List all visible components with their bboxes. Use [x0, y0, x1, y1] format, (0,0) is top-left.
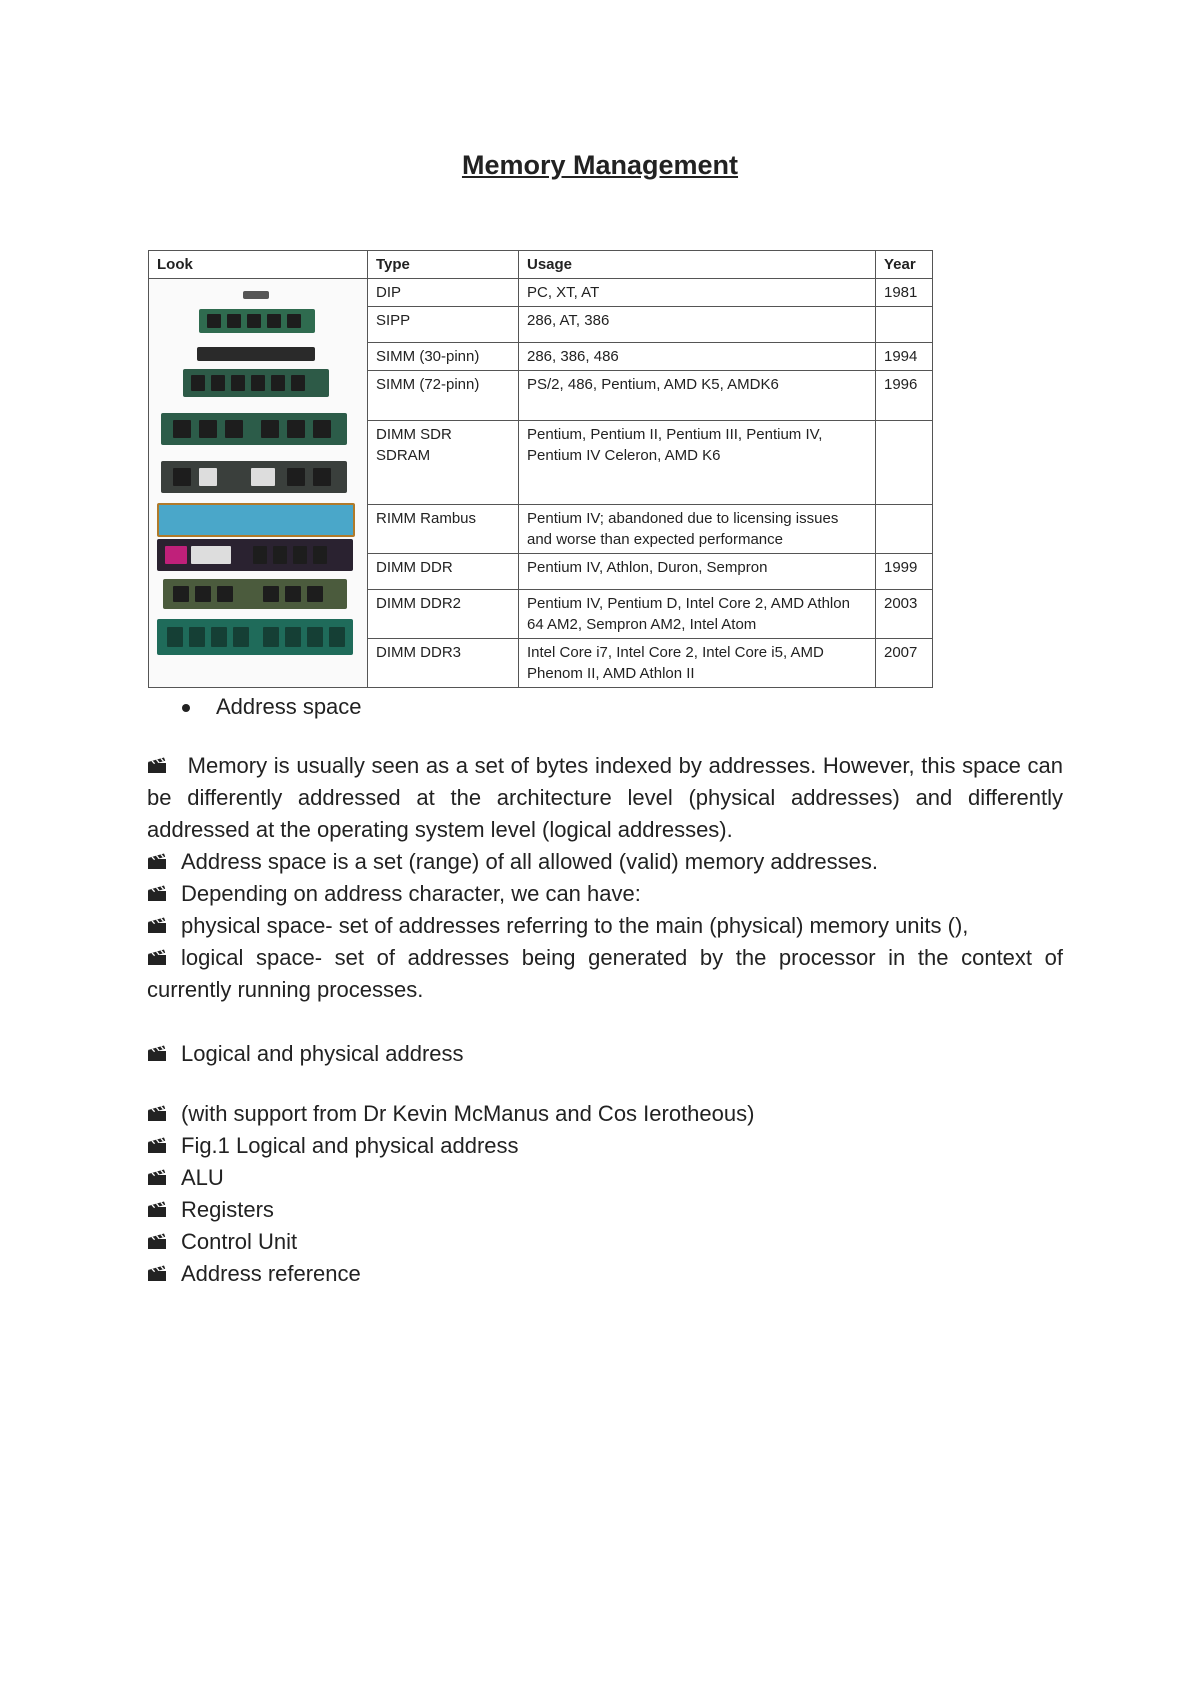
memory-modules-image [149, 279, 368, 688]
cell-year: 1981 [876, 279, 933, 307]
cell-year: 1999 [876, 554, 933, 590]
header-type: Type [368, 251, 519, 279]
paragraph: logical space- set of addresses being generated by the processor in the context of currently running processes. [147, 945, 1063, 1002]
page-title: Memory Management [461, 150, 739, 180]
cell-usage: Pentium, Pentium II, Pentium III, Pentium IV, Pentium IV Celeron, AMD K6 [519, 421, 876, 505]
cell-type: SIMM (72-pinn) [368, 371, 519, 421]
list-item: Control Unit [147, 1226, 1063, 1258]
cell-year: 2003 [876, 590, 933, 639]
section-heading: Logical and physical address [147, 1038, 1063, 1070]
table-row [149, 279, 933, 307]
dimm-sdr-module-image [161, 413, 347, 445]
clapperboard-icon [147, 852, 167, 870]
simm30-module-image [197, 347, 315, 361]
header-year: Year [876, 251, 933, 279]
dimm-ddr3-module-image [157, 619, 353, 655]
clapperboard-icon [147, 1168, 167, 1186]
cell-year: 1994 [876, 343, 933, 371]
list-item: ALU [147, 1162, 1063, 1194]
cell-usage: Pentium IV; abandoned due to licensing issues and worse than expected performance [519, 505, 876, 554]
clapperboard-icon [147, 756, 167, 774]
cell-year [876, 421, 933, 505]
cell-usage: PC, XT, AT [519, 279, 876, 307]
paragraph: Address space is a set (range) of all allowed (valid) memory addresses. [147, 846, 1063, 878]
cell-usage: Intel Core i7, Intel Core 2, Intel Core i5, AMD Phenom II, AMD Athlon II [519, 639, 876, 688]
cell-usage: Pentium IV, Pentium D, Intel Core 2, AMD Athlon 64 AM2, Sempron AM2, Intel Atom [519, 590, 876, 639]
memory-modules-picture [155, 283, 361, 663]
clapperboard-icon [147, 1104, 167, 1122]
clapperboard-icon [147, 916, 167, 934]
dimm-ddr-module-image [157, 539, 353, 571]
dip-chip-image [243, 291, 269, 299]
header-usage: Usage [519, 251, 876, 279]
list-item: Fig.1 Logical and physical address [147, 1130, 1063, 1162]
cell-usage: 286, 386, 486 [519, 343, 876, 371]
cell-type: DIMM DDR [368, 554, 519, 590]
paragraph: physical space- set of addresses referring to the main (physical) memory units (), [147, 910, 1063, 942]
simm72-module-image [183, 369, 329, 397]
cell-type: SIMM (30-pinn) [368, 343, 519, 371]
cell-type: DIMM DDR2 [368, 590, 519, 639]
clapperboard-icon [147, 884, 167, 902]
address-space-bullet [182, 694, 362, 720]
cell-year [876, 307, 933, 343]
table-header-row [149, 251, 933, 279]
cell-type: SIPP [368, 307, 519, 343]
cell-type: DIP [368, 279, 519, 307]
cell-type: DIMM SDR SDRAM [368, 421, 519, 505]
clapperboard-icon [147, 948, 167, 966]
header-look: Look [149, 251, 368, 279]
list-item: (with support from Dr Kevin McManus and Cos Ierotheous) [147, 1098, 1063, 1130]
cell-usage: Pentium IV, Athlon, Duron, Sempron [519, 554, 876, 590]
sipp-module-image [199, 309, 315, 333]
cell-year: 1996 [876, 371, 933, 421]
bullet-dot [182, 704, 190, 712]
cell-usage: 286, AT, 386 [519, 307, 876, 343]
clapperboard-icon [147, 1044, 167, 1062]
paragraph: Memory is usually seen as a set of bytes indexed by addresses. However, this space can be differently addressed at the architecture level (physical addresses) and differently addressed at the operating system level (logical addresses). [147, 753, 1063, 842]
address-space-text [147, 750, 1063, 1290]
bullet-heading: Address space [216, 694, 362, 719]
list-item: Address reference [147, 1258, 1063, 1290]
sdram-module-image [161, 461, 347, 493]
cell-year [876, 505, 933, 554]
clapperboard-icon [147, 1232, 167, 1250]
rimm-module-image [157, 503, 355, 537]
clapperboard-icon [147, 1200, 167, 1218]
paragraph: Depending on address character, we can have: [147, 878, 1063, 910]
memory-types-table [148, 250, 933, 688]
cell-usage: PS/2, 486, Pentium, AMD K5, AMDK6 [519, 371, 876, 421]
clapperboard-icon [147, 1264, 167, 1282]
clapperboard-icon [147, 1136, 167, 1154]
cell-type: DIMM DDR3 [368, 639, 519, 688]
cell-year: 2007 [876, 639, 933, 688]
cell-type: RIMM Rambus [368, 505, 519, 554]
dimm-ddr2-module-image [163, 579, 347, 609]
list-item: Registers [147, 1194, 1063, 1226]
